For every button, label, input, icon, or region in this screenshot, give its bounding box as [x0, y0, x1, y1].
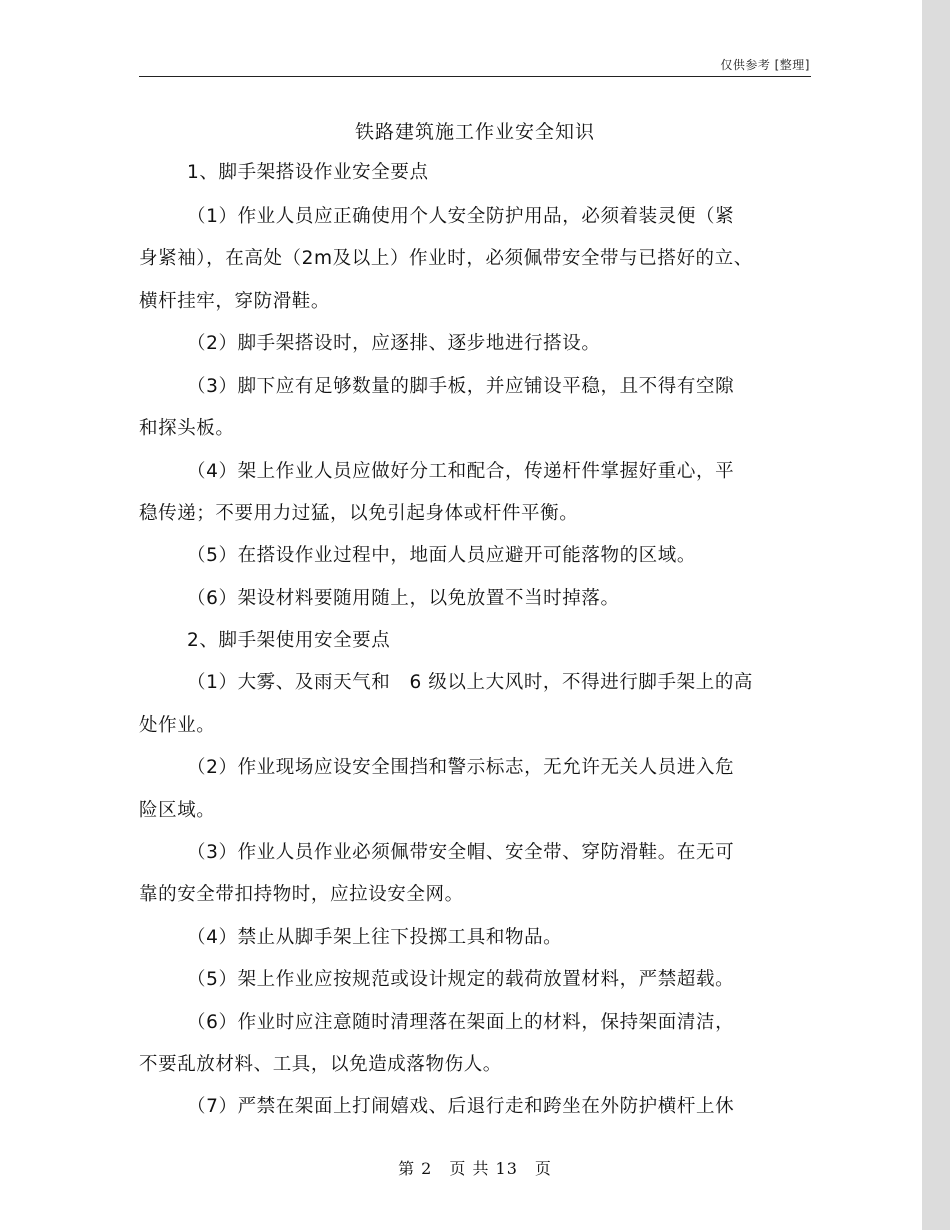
paragraph-line: （5）架上作业应按规范或设计规定的载荷放置材料，严禁超载。: [187, 969, 735, 990]
paragraph-line: 处作业。: [139, 715, 216, 736]
document-title: 铁路建筑施工作业安全知识: [354, 121, 595, 143]
paragraph-line: 身紧袖），在高处（2m及以上）作业时，必须佩带安全带与已搭好的立、: [139, 248, 753, 269]
paragraph-line: 和探头板。: [139, 418, 235, 439]
paragraph-line: （7）严禁在架面上打闹嬉戏、后退行走和跨坐在外防护横杆上休: [187, 1096, 735, 1117]
paragraph-line: 靠的安全带扣持物时，应拉设安全网。: [139, 884, 464, 905]
section-heading-2: 2、脚手架使用安全要点: [187, 630, 391, 651]
paragraph-line: （2）作业现场应设安全围挡和警示标志，无允许无关人员进入危: [187, 757, 735, 778]
paragraph-line: （1）作业人员应正确使用个人安全防护用品，必须着装灵便（紧: [187, 206, 735, 227]
paragraph-line: 横杆挂牢，穿防滑鞋。: [139, 291, 331, 312]
paragraph-line: （3）作业人员作业必须佩带安全帽、安全带、穿防滑鞋。在无可: [187, 842, 735, 863]
page-number-footer: 第 2 页 共 13 页: [398, 1159, 552, 1178]
paragraph-line: （1）大雾、及雨天气和 6 级以上大风时，不得进行脚手架上的高: [187, 672, 754, 693]
header-divider: [139, 76, 811, 77]
paragraph-line: 险区域。: [139, 800, 216, 821]
paragraph-line: （6）作业时应注意随时清理落在架面上的材料，保持架面清洁，: [187, 1012, 735, 1033]
paragraph-line: （6）架设材料要随用随上，以免放置不当时掉落。: [187, 588, 620, 609]
header-note: 仅供参考 [整理]: [720, 58, 810, 72]
paragraph-line: 稳传递；不要用力过猛，以免引起身体或杆件平衡。: [139, 503, 579, 524]
paragraph-line: （4）禁止从脚手架上往下投掷工具和物品。: [187, 927, 563, 948]
paragraph-line: （3）脚下应有足够数量的脚手板，并应铺设平稳，且不得有空隙: [187, 376, 735, 397]
paragraph-line: （5）在搭设作业过程中，地面人员应避开可能落物的区域。: [187, 545, 696, 566]
paragraph-line: （4）架上作业人员应做好分工和配合，传递杆件掌握好重心，平: [187, 461, 735, 482]
paragraph-line: （2）脚手架搭设时，应逐排、逐步地进行搭设。: [187, 333, 601, 354]
section-heading-1: 1、脚手架搭设作业安全要点: [187, 162, 429, 183]
paragraph-line: 不要乱放材料、工具，以免造成落物伤人。: [139, 1054, 502, 1075]
